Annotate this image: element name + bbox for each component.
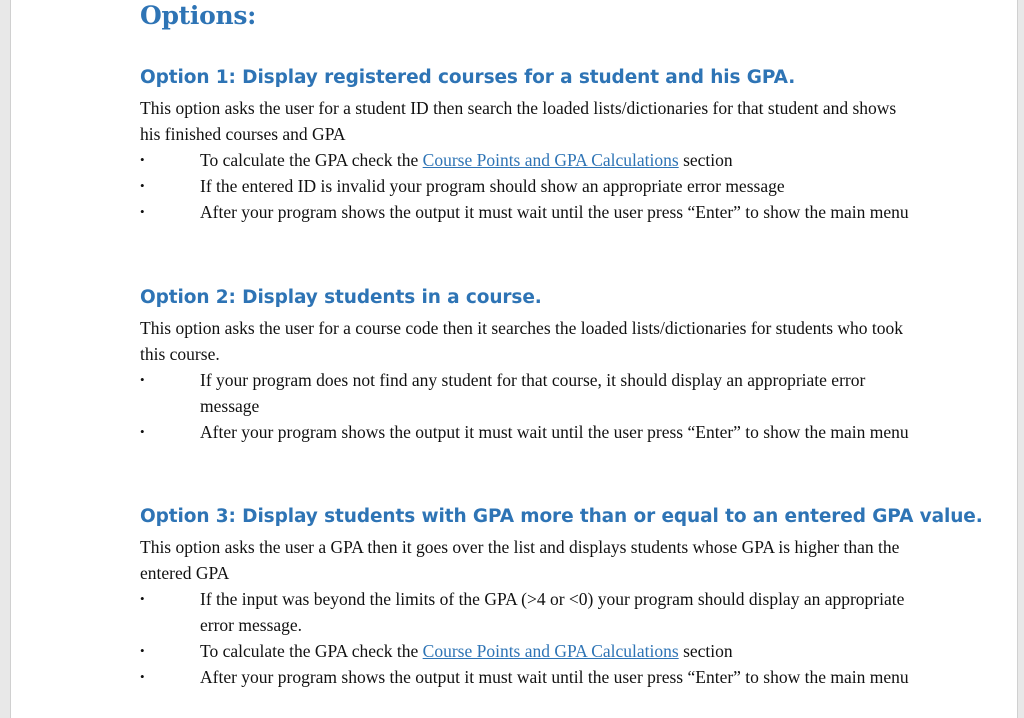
options-heading: Options: — [140, 1, 257, 30]
option-3-bullet-list — [140, 586, 915, 690]
bullet-text: To calculate the GPA check the — [200, 150, 423, 170]
bullet-text: If the entered ID is invalid your program should show an appropriate error message — [200, 176, 785, 196]
option-2-bullet-list — [140, 367, 915, 445]
option-3-heading: Option 3: Display students with GPA more than or equal to an entered GPA value. — [140, 506, 983, 527]
bullet-dot: • — [140, 643, 145, 658]
option-2-section — [140, 285, 915, 445]
bullet-text: To calculate the GPA check the — [200, 641, 423, 661]
document-page — [10, 0, 1018, 718]
bullet-text: section — [678, 150, 733, 170]
option-2-bullet-1 — [140, 367, 915, 419]
bullet-dot: • — [140, 152, 145, 167]
option-1-heading: Option 1: Display registered courses for a student and his GPA. — [140, 67, 796, 88]
option-1-bullet-list — [140, 147, 915, 225]
bullet-dot: • — [140, 669, 145, 684]
option-3-bullet-1 — [140, 586, 915, 638]
gpa-calculations-link[interactable]: Course Points and GPA Calculations — [422, 150, 679, 170]
option-2-heading: Option 2: Display students in a course. — [140, 287, 542, 308]
bullet-text: If your program does not find any student for that course, it should display an appropriate error message — [200, 370, 866, 416]
option-1-bullet-2 — [140, 173, 915, 199]
bullet-text: If the input was beyond the limits of the GPA (>4 or <0) your program should display an appropriate error message. — [200, 589, 905, 635]
option-1-description: This option asks the user for a student ID then search the loaded lists/dictionaries for that student and shows his finished courses and GPA — [140, 98, 897, 144]
bullet-dot: • — [140, 424, 145, 439]
bullet-dot: • — [140, 591, 145, 606]
bullet-text: After your program shows the output it must wait until the user press “Enter” to show the main menu — [200, 422, 909, 442]
bullet-dot: • — [140, 204, 145, 219]
option-1-bullet-1 — [140, 147, 915, 173]
bullet-text: After your program shows the output it must wait until the user press “Enter” to show the main menu — [200, 667, 909, 687]
bullet-dot: • — [140, 372, 145, 387]
option-2-description: This option asks the user for a course code then it searches the loaded lists/dictionaries for students who took this course. — [140, 318, 904, 364]
bullet-text: After your program shows the output it must wait until the user press “Enter” to show the main menu — [200, 202, 909, 222]
option-3-description: This option asks the user a GPA then it goes over the list and displays students whose GPA is higher than the entered GPA — [140, 537, 900, 583]
option-3-section — [140, 504, 983, 690]
option-3-bullet-3 — [140, 664, 915, 690]
option-1-bullet-3 — [140, 199, 915, 225]
gpa-calculations-link[interactable]: Course Points and GPA Calculations — [422, 641, 679, 661]
option-1-section — [140, 65, 915, 225]
option-2-bullet-2 — [140, 419, 915, 445]
bullet-text: section — [678, 641, 733, 661]
bullet-dot: • — [140, 178, 145, 193]
option-3-bullet-2 — [140, 638, 915, 664]
